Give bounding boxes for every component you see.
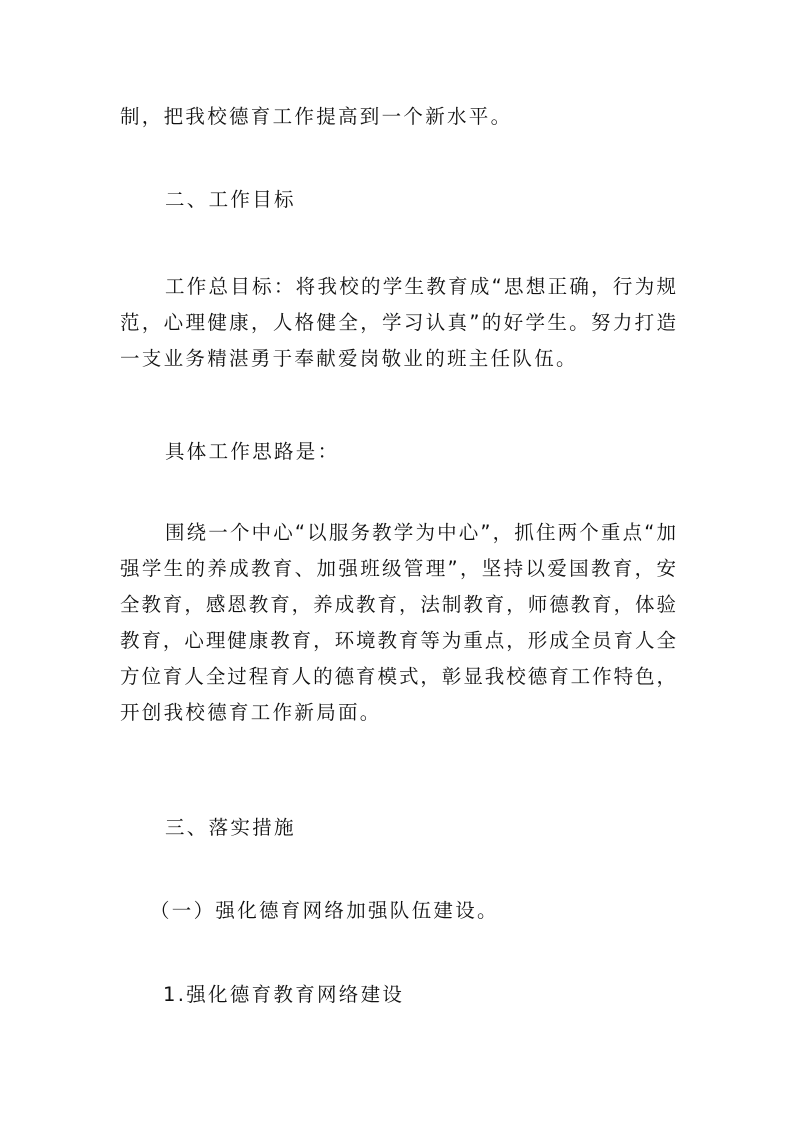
section-heading-measures: 三、落实措施 (165, 816, 296, 839)
paragraph-line: 全教育，感恩教育，养成教育，法制教育，师德教育，体验 (120, 593, 676, 616)
numbered-item: 1.强化德育教育网络建设 (163, 983, 405, 1006)
paragraph-line: 开创我校德育工作新局面。 (120, 701, 382, 724)
paragraph-line: 制，把我校德育工作提高到一个新水平。 (120, 105, 513, 128)
paragraph-label: 具体工作思路是： (165, 440, 340, 463)
section-heading-goals: 二、工作目标 (165, 188, 296, 211)
paragraph-line: 教育，心理健康教育，环境教育等为重点，形成全员育人全 (120, 629, 676, 652)
paragraph-line: 一支业务精湛勇于奉献爱岗敬业的班主任队伍。 (120, 347, 578, 370)
paragraph-line: 方位育人全过程育人的德育模式，彰显我校德育工作特色， (120, 665, 676, 688)
subheading: （一）强化德育网络加强队伍建设。 (150, 899, 499, 922)
paragraph-line: 强学生的养成教育、加强班级管理”，坚持以爱国教育，安 (120, 557, 676, 580)
paragraph-line: 围绕一个中心“以服务教学为中心”，抓住两个重点“加 (165, 521, 676, 544)
paragraph-line: 工作总目标：将我校的学生教育成“思想正确，行为规 (165, 275, 676, 298)
paragraph-line: 范，心理健康，人格健全，学习认真”的好学生。努力打造 (120, 311, 676, 334)
